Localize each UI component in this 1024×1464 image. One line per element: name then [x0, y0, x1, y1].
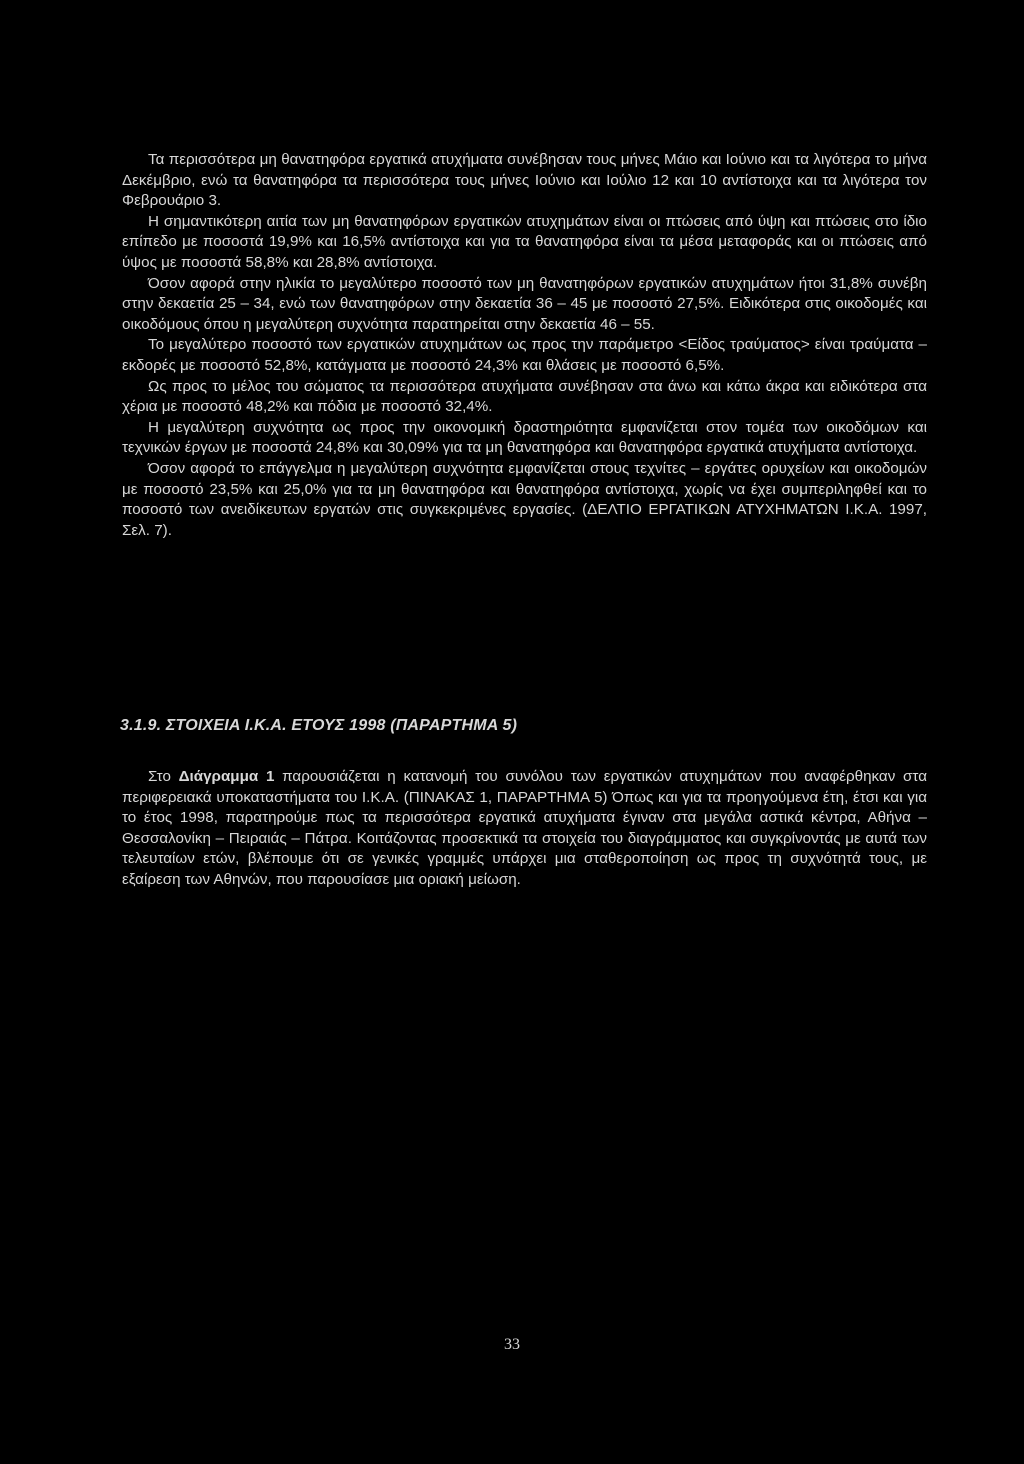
paragraph-body-part: Ως προς το μέλος του σώματος τα περισσότερα ατυχήματα συνέβησαν στα άνω και κάτω άκρα και ειδικότερα στα χέρια με ποσοστό 48,2% και πόδια με ποσοστό 32,4%.	[122, 377, 927, 416]
page-number: 33	[504, 1336, 520, 1353]
diagram-reference: Διάγραμμα 1	[178, 768, 275, 785]
intro-rest: παρουσιάζεται η κατανομή του συνόλου των εργατικών ατυχημάτων που αναφέρθηκαν στα περιφερειακά υποκαταστήματα του Ι.Κ.Α. (ΠΙΝΑΚΑΣ 1, ΠΑΡΑΡΤΗΜΑ 5) Όπως και για τα προηγούμενα έτη, έτσι και για το έτος 1998, παρατηρούμε πως τα περισσότερα εργατικά ατυχήματα έγιναν στα μεγάλα αστικά κέντρα, Αθήνα – Θεσσαλονίκη – Πειραιάς – Πάτρα. Κοιτάζοντας προσεκτικά τα στοιχεία του διαγράμματος και συγκρίνοντάς με αυτά των τελευταίων ετών, βλέπουμε ότι σε γενικές γραμμές υπάρχει μια σταθεροποίηση ως προς τη συχνότητά τους, με εξαίρεση των Αθηνών, που παρουσίασε μια οριακή μείωση.	[122, 768, 927, 888]
paragraph-injury-type: Το μεγαλύτερο ποσοστό των εργατικών ατυχημάτων ως προς την παράμετρο <Είδος τραύματος> είναι τραύματα – εκδορές με ποσοστό 52,8%, κατάγματα με ποσοστό 24,3% και θλάσεις με ποσοστό 6,5%.	[122, 336, 927, 374]
intro-prefix: Στο	[148, 768, 179, 785]
paragraph-age: Όσον αφορά στην ηλικία το μεγαλύτερο ποσοστό των μη θανατηφόρων εργατικών ατυχημάτων ήτοι 31,8% συνέβη στην δεκαετία 25 – 34, ενώ των θανατηφόρων στην δεκαετία 36 – 45 με ποσοστό 27,5%. Ειδικότερα στις οικοδομές και οικοδόμους όπου η μεγαλύτερη συχνότητα παρατηρείται στην δεκαετία 46 – 55.	[122, 274, 927, 333]
paragraph-months: Τα περισσότερα μη θανατηφόρα εργατικά ατυχήματα συνέβησαν τους μήνες Μάιο και Ιούνιο και τα λιγότερα το μήνα Δεκέμβριο, ενώ τα θανατηφόρα τα περισσότερα τους μήνες Ιούνιο και Ιούλιο 12 και 10 αντίστοιχα και τα λιγότερα τον Φεβρουάριο 3.	[122, 151, 927, 210]
paragraph-causes: Η σημαντικότερη αιτία των μη θανατηφόρων εργατικών ατυχημάτων είναι οι πτώσεις από ύψη και πτώσεις στο ίδιο επίπεδο με ποσοστά 19,9% και 16,5% αντίστοιχα και για τα θανατηφόρα είναι τα μέσα μεταφοράς και οι πτώσεις από ύψος με ποσοστά 58,8% και 28,8% αντίστοιχα.	[122, 212, 927, 271]
section-heading: 3.1.9. ΣΤΟΙΧΕΙΑ Ι.Κ.Α. ΕΤΟΥΣ 1998 (ΠΑΡΑΡΤΗΜΑ 5)	[120, 717, 518, 734]
paragraph-section-intro	[122, 767, 927, 891]
body-text	[122, 150, 927, 541]
paragraph-economic-activity: Η μεγαλύτερη συχνότητα ως προς την οικονομική δραστηριότητα εμφανίζεται στον τομέα των οικοδόμων και τεχνικών έργων με ποσοστά 24,8% και 30,09% για τα μη θανατηφόρα και θανατηφόρα εργατικά ατυχήματα αντίστοιχα.	[122, 418, 927, 457]
section-text	[122, 767, 927, 891]
paragraph-occupation: Όσον αφορά το επάγγελμα η μεγαλύτερη συχνότητα εμφανίζεται στους τεχνίτες – εργάτες ορυχείων και οικοδομών με ποσοστό 23,5% και 25,0% για τα μη θανατηφόρα και θανατηφόρα αντίστοιχα, χωρίς να έχει συμπεριληφθεί και το ποσοστό των ανειδίκευτων εργατών στις συγκεκριμένες εργασίες. (ΔΕΛΤΙΟ ΕΡΓΑΤΙΚΩΝ ΑΤΥΧΗΜΑΤΩΝ Ι.Κ.Α. 1997, Σελ. 7).	[122, 459, 927, 539]
